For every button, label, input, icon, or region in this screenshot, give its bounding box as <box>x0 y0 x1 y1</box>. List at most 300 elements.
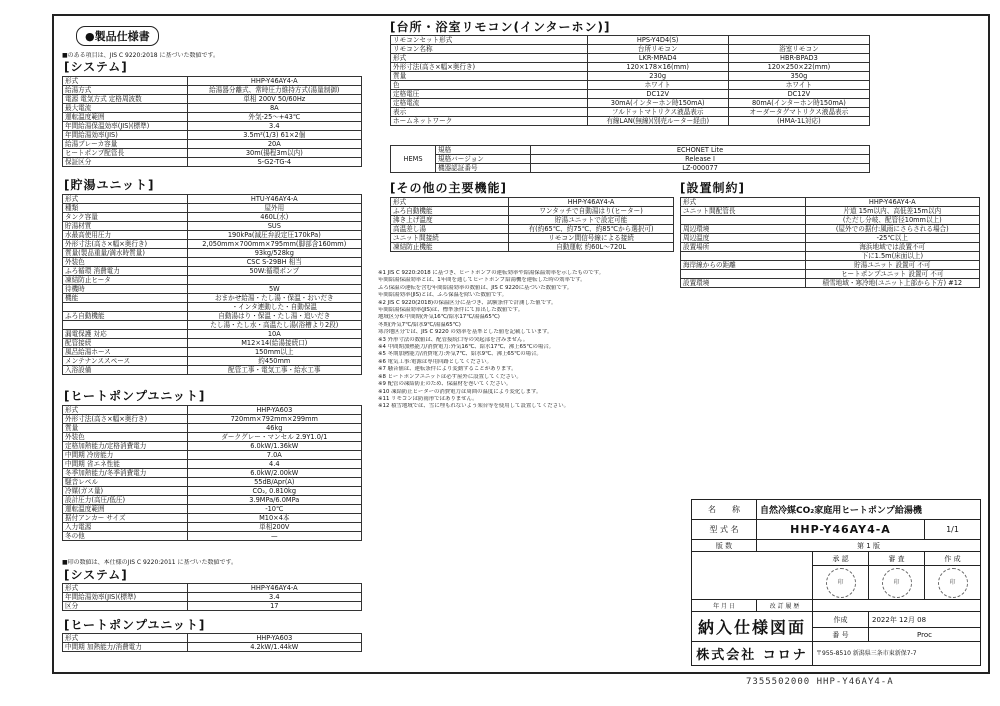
row-label: 年間給湯効率(JIS) <box>63 131 188 140</box>
row-value: S-G2-TG-4 <box>187 158 361 167</box>
table-row <box>391 45 870 54</box>
row-value: ECHONET Lite <box>531 146 870 155</box>
revision-label: 改 訂 履 歴 <box>757 600 813 612</box>
row-label <box>63 303 188 312</box>
row-value: CSC S-29BH 相当 <box>187 258 361 267</box>
row-value: ホワイト <box>728 81 869 90</box>
row-value: HPS-Y4D4(S) <box>587 36 728 45</box>
footer-code: 7355502000 HHP-Y46AY4-A <box>746 677 894 687</box>
install-table <box>680 197 980 288</box>
table-row <box>681 207 980 216</box>
table-row <box>63 496 362 505</box>
row-label: 高温差し湯 <box>391 225 509 234</box>
row-label: 貯湯材質 <box>63 222 188 231</box>
table-row <box>391 198 674 207</box>
row-label: 定格電流 <box>391 99 588 108</box>
row-value: HHP-Y46AY4-A <box>805 198 979 207</box>
table-row <box>63 487 362 496</box>
row-value: フルドットマトリクス液晶表示 <box>587 108 728 117</box>
row-label: ユニット間配管長 <box>681 207 806 216</box>
table-row <box>63 415 362 424</box>
row-label: 中間期 冷房能力 <box>63 451 188 460</box>
table-row <box>63 158 362 167</box>
row-value: 30mA(インターホン時150mA) <box>587 99 728 108</box>
row-value: 屋外用 <box>187 204 361 213</box>
row-value: 20A <box>187 140 361 149</box>
row-value: (HMA-1L対応) <box>728 117 869 126</box>
row-label: 定格加熱能力/定格消費電力 <box>63 442 188 451</box>
row-label <box>681 216 806 225</box>
table-row <box>681 225 980 234</box>
row-label: 区分 <box>63 602 188 611</box>
table-row <box>63 433 362 442</box>
row-value: HTU-Y46AY4-A <box>187 195 361 204</box>
table-row <box>391 99 870 108</box>
table-row <box>63 442 362 451</box>
footnote: ふろ保温の運転を含む年間給湯効率の数値は、JIS C 9220に基づいた数値です。 <box>378 284 573 291</box>
check-label: 審 査 <box>869 552 925 566</box>
footnote: ※3 外形寸法の数値は、配管接続口等の突起部を含みません。 <box>378 336 529 343</box>
row-value: ヒートポンプユニット 設置可 不可 <box>805 270 979 279</box>
row-label: 形式 <box>63 634 188 643</box>
row-label: 水最高使用圧力 <box>63 231 188 240</box>
table-row <box>391 146 870 155</box>
row-label: ヒートポンプ配管長 <box>63 149 188 158</box>
row-value: ・インタ連動した・自動保温 <box>187 303 361 312</box>
table-row <box>391 234 674 243</box>
table-row <box>681 252 980 261</box>
row-value: 4.2kW/1.44kW <box>187 643 361 652</box>
row-value: 貯湯ユニット 設置可 不可 <box>805 261 979 270</box>
row-value: HHP-Y46AY4-A <box>187 584 361 593</box>
model-value: HHP-Y46AY4-A <box>757 520 925 540</box>
footnote: ※12 積雪地域では、雪に埋もれないよう架台等を使用して設置してください。 <box>378 403 569 410</box>
table-row <box>63 294 362 303</box>
table-row <box>391 54 870 63</box>
table-row <box>63 593 362 602</box>
row-label: 年間給湯効率(JIS)(標準) <box>63 593 188 602</box>
row-value: SUS <box>187 222 361 231</box>
row-label: 給湯方式 <box>63 86 188 95</box>
row-label: 凍結防止機能 <box>391 243 509 252</box>
check-stamp: 印 <box>882 568 912 598</box>
heatpump-title: [ヒートポンプユニット] <box>64 389 206 403</box>
table-row <box>391 72 870 81</box>
row-value: -10℃ <box>187 505 361 514</box>
table-row <box>63 424 362 433</box>
row-label: 規格 <box>436 146 531 155</box>
make-stamp: 印 <box>938 568 968 598</box>
table-row <box>63 532 362 541</box>
footnote: ※10 凍結防止ヒーターの消費電力は周囲の温度により変化します。 <box>378 388 542 395</box>
table-row <box>63 95 362 104</box>
footnote: 年間給湯保温効率とは、1年間を通してヒートポンプ給湯機を運転した時の効率です。 <box>378 277 586 284</box>
row-label: 設置環境 <box>681 279 806 288</box>
row-label: 形式 <box>63 406 188 415</box>
table-row <box>63 267 362 276</box>
heatpump2011-table <box>62 633 362 652</box>
row-label: 形式 <box>681 198 806 207</box>
table-row <box>63 451 362 460</box>
row-label: 形式 <box>391 198 509 207</box>
row-value: 海浜地域では設置不可 <box>805 243 979 252</box>
table-row <box>391 90 870 99</box>
table-row <box>391 155 870 164</box>
row-label: 待機時 <box>63 285 188 294</box>
row-label: 最大電流 <box>63 104 188 113</box>
table-row <box>63 514 362 523</box>
table-row <box>63 523 362 532</box>
heatpump-table <box>62 405 362 541</box>
date-label: 年 月 日 <box>692 600 757 612</box>
table-row <box>63 321 362 330</box>
row-label: ふろ自動機能 <box>63 312 188 321</box>
row-label: タンク容量 <box>63 213 188 222</box>
other-title: [その他の主要機能] <box>390 181 507 195</box>
no-label: 番 号 <box>813 628 869 642</box>
table-row <box>681 279 980 288</box>
approve-stamp: 印 <box>826 568 856 598</box>
row-value: 80mA(インターホン時150mA) <box>728 99 869 108</box>
row-value: ダークグレー・マンセル 2.9Y1.0/1 <box>187 433 361 442</box>
name-value: 自然冷媒CO₂家庭用ヒートポンプ給湯機 <box>757 500 981 520</box>
table-row <box>63 204 362 213</box>
table-row <box>681 216 980 225</box>
company-name: 株式会社 コロナ <box>692 642 813 666</box>
row-label: 冷媒(ガス量) <box>63 487 188 496</box>
table-row <box>63 357 362 366</box>
footnote: ※11 リモコンは防雨形ではありません。 <box>378 395 478 402</box>
row-label: 風呂給湯ホース <box>63 348 188 357</box>
table-row <box>63 140 362 149</box>
row-value: 190kPa(減圧弁設定圧170kPa) <box>187 231 361 240</box>
row-value: 55dB/Apr(A) <box>187 478 361 487</box>
row-label: 海岸線からの距離 <box>681 261 806 270</box>
row-value: 台所リモコン <box>587 45 728 54</box>
spec-sheet <box>52 14 990 674</box>
table-row <box>63 348 362 357</box>
table-row <box>63 231 362 240</box>
row-label: ユニット間接続 <box>391 234 509 243</box>
hems-label: HEMS <box>391 146 436 173</box>
row-label: 据付アンカー サイズ <box>63 514 188 523</box>
table-row <box>63 339 362 348</box>
created-label: 作成 <box>813 612 869 628</box>
table-row <box>391 81 870 90</box>
name-label: 名 称 <box>692 500 757 520</box>
title-block <box>691 499 981 666</box>
approve-label: 承 認 <box>813 552 869 566</box>
row-label: 給湯ブレーカ容量 <box>63 140 188 149</box>
footnote: ※5 冬期加熱能力/消費電力:外気7℃、給水9℃、沸上65℃の場合。 <box>378 351 542 358</box>
row-value: 自動湯はり・保温・たし湯・追いだき <box>187 312 361 321</box>
table-row <box>63 469 362 478</box>
other-table <box>390 197 674 252</box>
row-label <box>681 270 806 279</box>
row-label: リモコンセット形式 <box>391 36 588 45</box>
row-label: 外形寸法(高さ×幅×奥行き) <box>63 240 188 249</box>
model-label: 型 式 名 <box>692 520 757 540</box>
table-row <box>63 86 362 95</box>
row-label: 機能 <box>63 294 188 303</box>
row-value: HHP-Y46AY4-A <box>187 77 361 86</box>
row-label: 冬の他 <box>63 532 188 541</box>
footnote: ※4 中間期加熱能力/消費電力:外気16℃、給水17℃、沸上65℃の場合。 <box>378 344 555 351</box>
row-value: 積雪地域・寒冷地(ユニット上部から下方) #12 <box>805 279 979 288</box>
table-row <box>63 602 362 611</box>
row-value: 4.4 <box>187 460 361 469</box>
row-value: (ただし分岐、配管径10mm以上) <box>805 216 979 225</box>
table-row <box>63 240 362 249</box>
row-value: LZ-000077 <box>531 164 870 173</box>
row-value: 有(約65℃、約75℃、約85℃から選択可) <box>509 225 674 234</box>
system2011-title: [システム] <box>64 568 128 582</box>
row-label <box>63 321 188 330</box>
table-row <box>681 270 980 279</box>
row-value: M10×4本 <box>187 514 361 523</box>
row-label: ホームネットワーク <box>391 117 588 126</box>
row-label: 形式 <box>391 54 588 63</box>
row-value: 自動運転 約60L～720L <box>509 243 674 252</box>
row-value: 6.0kW/1.36kW <box>187 442 361 451</box>
table-row <box>63 195 362 204</box>
table-row <box>63 312 362 321</box>
table-row <box>63 634 362 643</box>
table-row <box>63 122 362 131</box>
table-row <box>681 261 980 270</box>
row-label: 漏電保護 対応 <box>63 330 188 339</box>
footnote: ※6 電気工事:電源は専用回路としてください。 <box>378 358 492 365</box>
row-value: 単相200V <box>187 523 361 532</box>
table-row <box>63 131 362 140</box>
row-label: 入浴設備 <box>63 366 188 375</box>
row-label: ふろ自動機能 <box>391 207 509 216</box>
footnote: ※9 配管の凍結防止のため、保温材を巻いてください。 <box>378 381 512 388</box>
install-title: [設置制約] <box>680 181 745 195</box>
footnote: 年間給湯保温効率(JIS)は、標準条件にて算出した数値です。 <box>378 307 524 314</box>
row-value: LKR-MPAD4 <box>587 54 728 63</box>
row-value: 浴室リモコン <box>728 45 869 54</box>
row-value: 3.5m²(1/3) 61×2個 <box>187 131 361 140</box>
row-label: 形式 <box>63 195 188 204</box>
row-value: 有線LAN(無線)(別売ルーター経由) <box>587 117 728 126</box>
row-value: 17 <box>187 602 361 611</box>
row-label: 外形寸法(高さ×幅×奥行き) <box>391 63 588 72</box>
row-value: 片道 15m以内、高低差15m以内 <box>805 207 979 216</box>
row-label: 色 <box>391 81 588 90</box>
table-row <box>63 303 362 312</box>
table-row <box>63 113 362 122</box>
row-value: HHP-YA603 <box>187 406 361 415</box>
row-label: 外装色 <box>63 433 188 442</box>
row-label: ふろ循環 消費電力 <box>63 267 188 276</box>
row-value: ワンタッチで自動湯はり(ヒーター) <box>509 207 674 216</box>
row-value: 350g <box>728 72 869 81</box>
row-value: 93kg/528kg <box>187 249 361 258</box>
table-row <box>681 234 980 243</box>
table-row <box>63 643 362 652</box>
notes-block <box>378 270 678 411</box>
sheet-badge: ●製品仕様書 <box>76 26 159 46</box>
footnote: ※1 JIS C 9220:2018 に基づき、ヒートポンプの運転効率や給湯保温効率を示したものです。 <box>378 270 605 276</box>
footnote: 年間給湯効率(JIS)とは、ふろ保温を除いた数値です。 <box>378 292 507 299</box>
row-value: 約450mm <box>187 357 361 366</box>
tank-title: [貯湯ユニット] <box>64 178 155 192</box>
table-row <box>63 330 362 339</box>
table-row <box>63 104 362 113</box>
row-value: 単相 200V 50/60Hz <box>187 95 361 104</box>
row-label: 外装色 <box>63 258 188 267</box>
table-row <box>63 285 362 294</box>
table-row <box>391 225 674 234</box>
footnote: 寒冷地区分では、JIS C 9220 の効率を基準とした値を記載しています。 <box>378 329 553 336</box>
row-label: 保証区分 <box>63 158 188 167</box>
edition-label: 版 数 <box>692 540 757 552</box>
no-value: Proc <box>869 628 981 642</box>
row-value: 3.4 <box>187 593 361 602</box>
row-label: 中間期 加熱能力/消費電力 <box>63 643 188 652</box>
table-row <box>391 243 674 252</box>
remote-table <box>390 35 870 126</box>
table-row <box>391 108 870 117</box>
row-label: メンテナンススペース <box>63 357 188 366</box>
row-label: 騒音レベル <box>63 478 188 487</box>
row-value: Release I <box>531 155 870 164</box>
jis2011-note: ■印の数値は、本仕様のJIS C 9220:2011 に基づいた数値です。 <box>62 559 238 566</box>
row-value: 2,050mm×700mm×795mm(脚部含160mm) <box>187 240 361 249</box>
footnote: ※2 JIS C 9220(2018)の保温区分に基づき、試験条件で計測した値です。 <box>378 299 557 306</box>
row-value: 150mm以上 <box>187 348 361 357</box>
row-value: 配管工事・電気工事・給水工事 <box>187 366 361 375</box>
table-row <box>63 366 362 375</box>
row-label: 設計圧力(高圧/低圧) <box>63 496 188 505</box>
revision-area <box>692 552 813 600</box>
row-label: 形式 <box>63 77 188 86</box>
table-row <box>63 149 362 158</box>
row-value: (屋外での据付:風雨にさらされる場合) <box>805 225 979 234</box>
table-row <box>63 77 362 86</box>
row-value: HHP-Y46AY4-A <box>509 198 674 207</box>
table-row <box>63 478 362 487</box>
row-value: たし湯・たし水・高温たし湯(浴槽より2段) <box>187 321 361 330</box>
row-label: 沸き上げ温度 <box>391 216 509 225</box>
row-label: 運転温度範囲 <box>63 113 188 122</box>
page-number: 1/1 <box>925 520 981 540</box>
row-value: 貯湯ユニットで設定可能 <box>509 216 674 225</box>
footnote: ※8 ヒートポンプユニットは必ず屋外に設置してください。 <box>378 373 522 380</box>
row-value: — <box>187 532 361 541</box>
row-value <box>728 36 869 45</box>
row-label: 年間給湯保温効率(JIS)(標準) <box>63 122 188 131</box>
row-value: 給湯器分離式、常時圧力維持方式(湯量制御) <box>187 86 361 95</box>
remote-title: [台所・浴室リモコン(インターホン)] <box>390 20 611 34</box>
row-value: 230g <box>587 72 728 81</box>
row-label: 設置場所 <box>681 243 806 252</box>
table-row <box>63 222 362 231</box>
row-label: 中間期 省エネ性能 <box>63 460 188 469</box>
table-row <box>63 249 362 258</box>
row-label: 運転温度範囲 <box>63 505 188 514</box>
system2011-table <box>62 583 362 611</box>
row-label: リモコン名称 <box>391 45 588 54</box>
jis-note: ■のある項目は、JIS C 9220:2018 に基づいた数値です。 <box>62 52 220 59</box>
row-value: CO₂, 0.810kg <box>187 487 361 496</box>
row-value: 7.0A <box>187 451 361 460</box>
footnote: 冬期(外気7℃/給水9℃/湯温65℃) <box>378 321 461 328</box>
table-row <box>681 243 980 252</box>
edition-value: 第 1 版 <box>757 540 981 552</box>
row-value: おまかせ給湯・たし湯・保温・おいだき <box>187 294 361 303</box>
table-row <box>391 207 674 216</box>
row-value: -25℃以上 <box>805 234 979 243</box>
row-value: DC12V <box>728 90 869 99</box>
row-value: 46kg <box>187 424 361 433</box>
row-label <box>681 252 806 261</box>
table-row <box>391 117 870 126</box>
row-value: 460L(水) <box>187 213 361 222</box>
row-value: 8A <box>187 104 361 113</box>
table-row <box>391 63 870 72</box>
table-row <box>391 216 674 225</box>
hems-table <box>390 145 870 173</box>
heatpump2011-title: [ヒートポンプユニット] <box>64 618 206 632</box>
row-value: 50W:循環ポンプ <box>187 267 361 276</box>
tank-table <box>62 194 362 375</box>
row-value: HHP-YA603 <box>187 634 361 643</box>
row-value: 10A <box>187 330 361 339</box>
table-row <box>391 36 870 45</box>
row-label: 定格電圧 <box>391 90 588 99</box>
row-value: 3.4 <box>187 122 361 131</box>
row-label: 外形寸法(高さ×幅×奥行き) <box>63 415 188 424</box>
table-row <box>63 213 362 222</box>
row-value: 5W <box>187 285 361 294</box>
make-label: 作 成 <box>925 552 981 566</box>
doc-title: 納入仕様図面 <box>692 612 813 642</box>
row-label: 規格バージョン <box>436 155 531 164</box>
created-value: 2022年 12月 08 <box>869 612 981 628</box>
row-value: ホワイト <box>587 81 728 90</box>
row-label: 形式 <box>63 584 188 593</box>
table-row <box>63 406 362 415</box>
row-value: リモコン間信号線による接続 <box>509 234 674 243</box>
row-value: 720mm×792mm×299mm <box>187 415 361 424</box>
row-value: 30m(揚程3m以内) <box>187 149 361 158</box>
row-label: 質量(製品重量/満水時質量) <box>63 249 188 258</box>
system-table <box>62 76 362 167</box>
row-value: 120×250×22(mm) <box>728 63 869 72</box>
row-value: 6.0kW/2.00kW <box>187 469 361 478</box>
table-row <box>63 258 362 267</box>
row-value: HBR-BPAD3 <box>728 54 869 63</box>
row-label: 冬季加熱能力/冬季消費電力 <box>63 469 188 478</box>
row-label: 周辺温度 <box>681 234 806 243</box>
table-row <box>63 584 362 593</box>
company-address: 〒955-8510 新潟県三条市東新保7-7 <box>813 642 981 666</box>
table-row <box>391 164 870 173</box>
row-value: 下に1.5m(床面以上) <box>805 252 979 261</box>
row-label: 配管接続 <box>63 339 188 348</box>
row-label: 機器認証番号 <box>436 164 531 173</box>
footnote: ※7 騒音値は、運転条件により変動することがあります。 <box>378 366 517 373</box>
row-label: 入力電源 <box>63 523 188 532</box>
row-value: M12×14(給湯接続口) <box>187 339 361 348</box>
footnote: 地域区分6:中間期(外気16℃/給水17℃/湯温65℃) <box>378 314 500 321</box>
row-label: 質量 <box>391 72 588 81</box>
table-row <box>63 505 362 514</box>
row-value: DC12V <box>587 90 728 99</box>
row-label: 周辺環境 <box>681 225 806 234</box>
